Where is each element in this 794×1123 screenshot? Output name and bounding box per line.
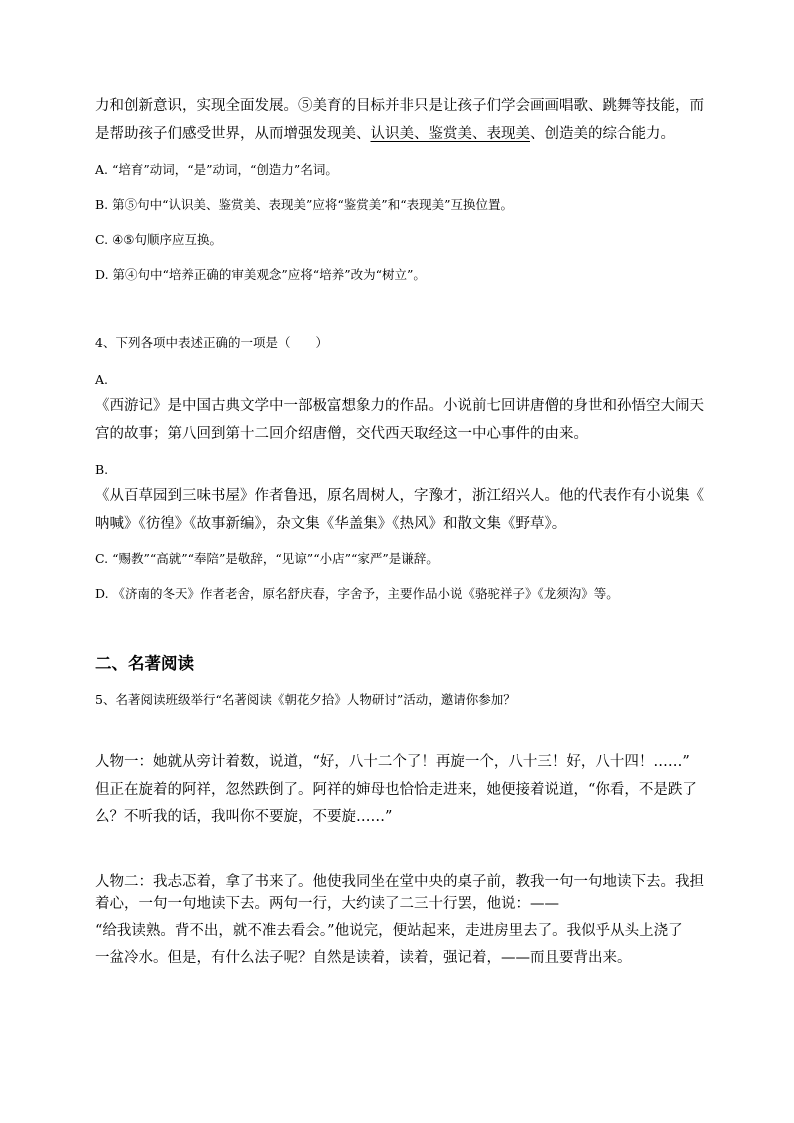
underlined-phrase: 认识美、鉴赏美、表现美 <box>370 126 530 142</box>
q3-option-b: B. 第⑤句中“认识美、鉴赏美、表现美”应将“鉴赏美”和“表现美”互换位置。 <box>95 197 513 212</box>
passage-line-2-post: 、创造美的综合能力。 <box>530 126 675 142</box>
q4-option-d: D. 《济南的冬天》作者老舍，原名舒庆春，字舍予，主要作品小说《骆驼祥子》《龙须沟》等。 <box>95 586 619 601</box>
q4-option-a-line-1: 《西游记》是中国古典文学中一部极富想象力的作品。小说前七回讲唐僧的身世和孙悟空大闹天 <box>95 398 704 414</box>
q4-stem: 4、下列各项中表述正确的一项是（ ） <box>95 335 328 350</box>
q5-passage-2-line-3: “给我读熟。背不出，就不准去看会。”他说完，便站起来，走进房里去了。我似乎从头上浇了 <box>95 923 683 939</box>
q5-passage-1-line-2: 但正在旋着的阿祥，忽然跌倒了。阿祥的婶母也恰恰走进来，她便接着说道，“你看，不是跌了 <box>95 782 697 798</box>
q5-passage-2-line-4: 一盆冷水。但是，有什么法子呢？自然是读着，读着，强记着，——而且要背出来。 <box>95 950 632 966</box>
q3-option-c: C. ④⑤句顺序应互换。 <box>95 232 222 247</box>
q4-option-b-label: B. <box>95 462 109 477</box>
q3-option-a: A. “培育”动词，“是”动词，“创造力”名词。 <box>95 162 338 177</box>
passage-line-2-pre: 是帮助孩子们感受世界，从而增强发现美、 <box>95 126 371 142</box>
q4-option-c: C. “赐教”“高就”“奉陪”是敬辞，“见谅”“小店”“家严”是谦辞。 <box>95 551 439 566</box>
q5-passage-2-line-1: 人物二：我忐忑着，拿了书来了。他使我同坐在堂中央的桌子前，教我一句一句地读下去。我担 <box>95 874 704 890</box>
passage-line-1: 力和创新意识，实现全面发展。⑤美育的目标并非只是让孩子们学会画画唱歌、跳舞等技能，而 <box>95 98 704 114</box>
q4-option-a-label: A. <box>95 372 109 387</box>
q5-passage-2-line-2: 着心，一句一句地读下去。两句一行，大约读了二三十行罢，他说：—— <box>95 896 559 912</box>
q4-option-b-line-2: 呐喊》《彷徨》《故事新编》，杂文集《华盖集》《热风》和散文集《野草》。 <box>95 516 567 532</box>
q4-option-b-line-1: 《从百草园到三味书屋》作者鲁迅，原名周树人，字豫才，浙江绍兴人。他的代表作有小说集《 <box>95 488 704 504</box>
q4-option-a-line-2: 宫的故事；第八回到第十二回介绍唐僧，交代西天取经这一中心事件的由来。 <box>95 426 588 442</box>
q5-passage-1-line-3: 么？不听我的话，我叫你不要旋，不要旋……” <box>95 809 393 825</box>
q3-option-d: D. 第④句中“培养正确的审美观念”应将“培养”改为“树立”。 <box>95 267 426 282</box>
section-heading: 二、名著阅读 <box>95 654 194 673</box>
passage-line-2 <box>95 124 675 144</box>
q5-stem: 5、名著阅读班级举行“名著阅读《朝花夕拾》人物研讨”活动，邀请你参加？ <box>95 692 516 707</box>
q5-passage-1-line-1: 人物一：她就从旁计着数，说道，“好，八十二个了！再旋一个，八十三！好，八十四！……” <box>95 754 690 770</box>
